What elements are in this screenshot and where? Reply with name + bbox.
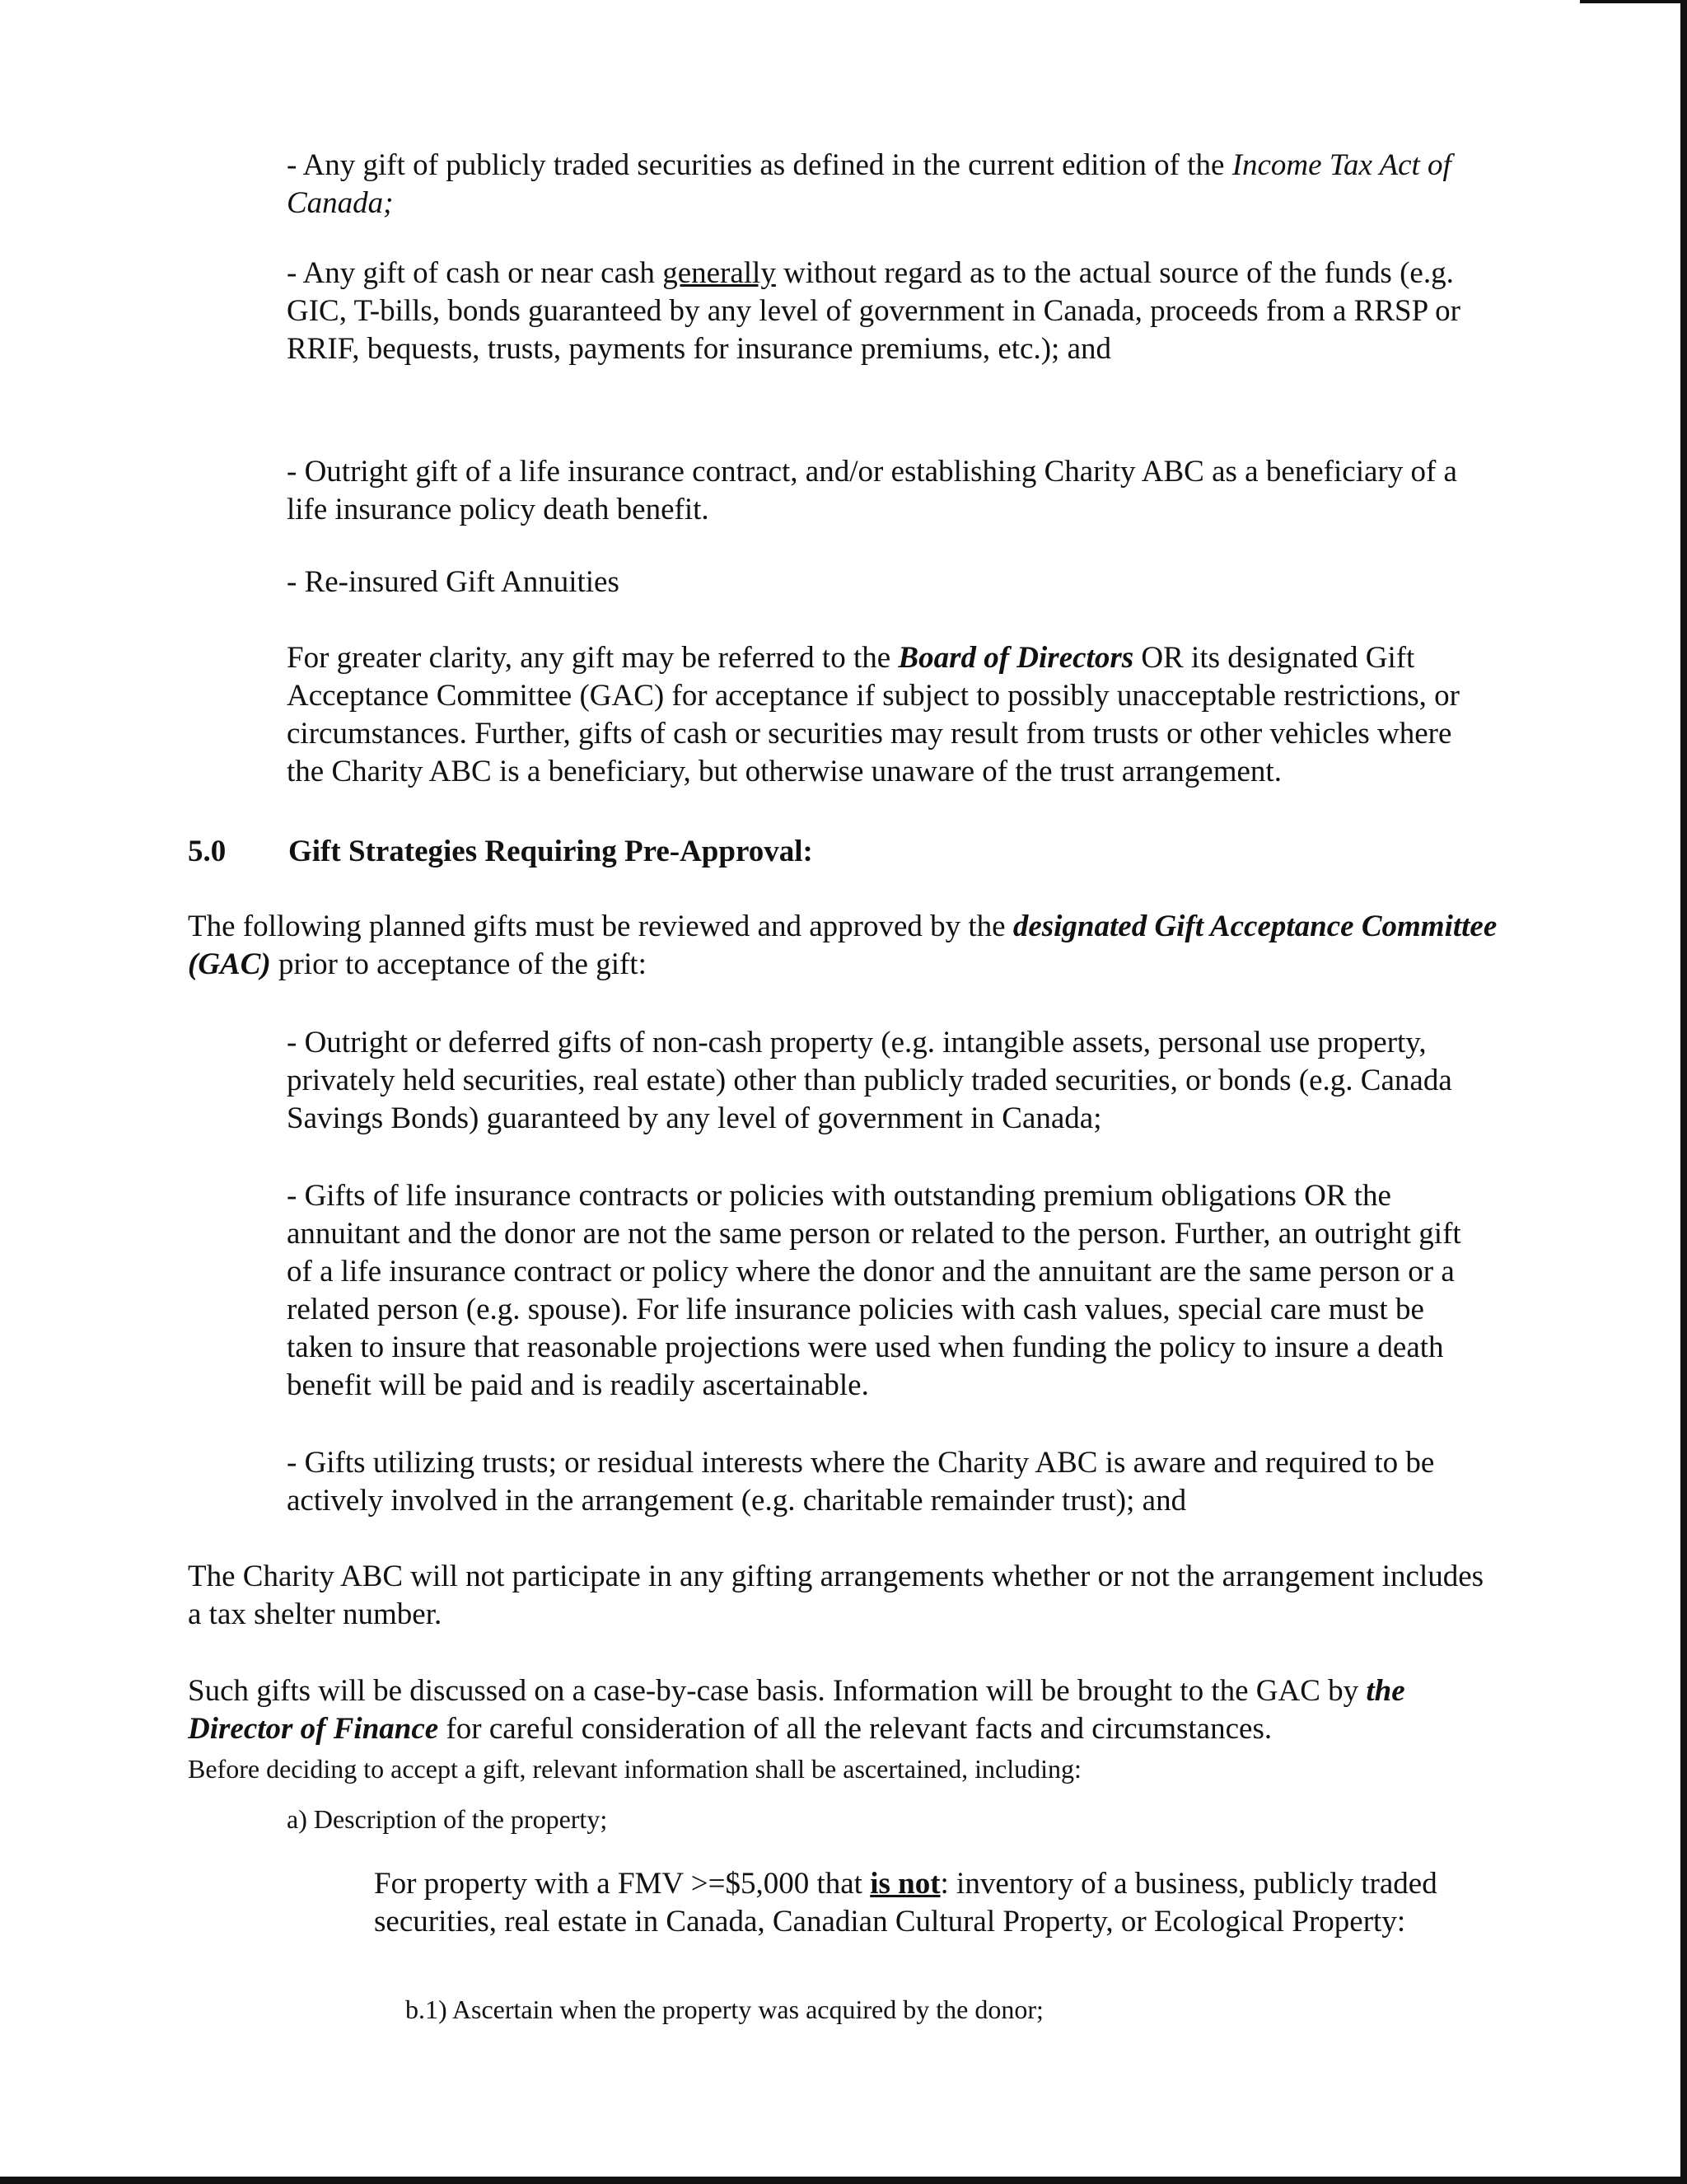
- scan-edge-right: [1680, 0, 1687, 2184]
- scan-edge-bottom: [0, 2177, 1687, 2184]
- section-title: Gift Strategies Requiring Pre-Approval:: [288, 835, 813, 868]
- list-item-a: a) Description of the property;: [287, 1804, 608, 1834]
- paragraph-gifts-utilizing-trusts: - Gifts utilizing trusts; or residual interests where the Charity ABC is aware and required to be actively involved in the arrangement (e.g. charitable remainder trust); and: [287, 1446, 1435, 1518]
- paragraph-life-insurance-gift: - Outright gift of a life insurance contract, and/or establishing Charity ABC as a beneficiary of a life insurance policy death benefit.: [287, 455, 1457, 526]
- paragraph-reinsured-annuities: - Re-insured Gift Annuities: [287, 565, 619, 599]
- paragraph-following-planned-gifts: The following planned gifts must be reviewed and approved by the designated Gift Acceptance Committee (GAC) prior to acceptance of the gift:: [188, 910, 1498, 981]
- paragraph-gifting-arrangements: The Charity ABC will not participate in any gifting arrangements whether or not the arrangement includes a tax shelter number.: [188, 1560, 1484, 1631]
- paragraph-property-fmv: For property with a FMV >=$5,000 that is not: inventory of a business, publicly traded securities, real estate in Canada, Canadian Cultural Property, or Ecological Property:: [374, 1867, 1437, 1938]
- paragraph-non-cash-property: - Outright or deferred gifts of non-cash property (e.g. intangible assets, personal use property, privately held securities, real estate) other than publicly traded securities, or bonds (e.g. Canada Savings Bonds) guaranteed by any level of government in Canada;: [287, 1026, 1452, 1135]
- section-heading: [188, 833, 813, 871]
- paragraph-before-deciding: Before deciding to accept a gift, relevant information shall be ascertained, including:: [188, 1754, 1082, 1784]
- paragraph-cash-gifts: - Any gift of cash or near cash generally without regard as to the actual source of the funds (e.g. GIC, T-bills, bonds guaranteed by any level of government in Canada, proceeds from a RRSP or RRIF, bequests, trusts, payments for insurance premiums, etc.); and: [287, 256, 1460, 366]
- section-number: 5.0: [188, 835, 227, 868]
- list-item-b1: b.1) Ascertain when the property was acquired by the donor;: [405, 1995, 1044, 2024]
- paragraph-greater-clarity: For greater clarity, any gift may be referred to the Board of Directors OR its designated Gift Acceptance Committee (GAC) for acceptance if subject to possibly unacceptable restrictions, or circumstances. Further, gifts of cash or securities may result from trusts or other vehicles where the Charity ABC is a beneficiary, but otherwise unaware of the trust arrangement.: [287, 641, 1460, 788]
- paragraph-publicly-traded-securities: - Any gift of publicly traded securities as defined in the current edition of the Income Tax Act of Canada;: [287, 148, 1451, 220]
- scan-edge-top: [1580, 0, 1687, 3]
- paragraph-life-insurance-contracts: - Gifts of life insurance contracts or policies with outstanding premium obligations OR the annuitant and the donor are not the same person or related to the person. Further, an outright gift of a life insurance contract or policy where the donor and the annuitant are the same person or a related person (e.g. spouse). For life insurance policies with cash values, special care must be taken to insure that reasonable projections were used when funding the policy to insure a death benefit will be paid and is readily ascertainable.: [287, 1179, 1461, 1402]
- paragraph-case-by-case: Such gifts will be discussed on a case-by-case basis. Information will be brought to the GAC by the Director of Finance for careful consideration of all the relevant facts and circumstances.: [188, 1674, 1405, 1746]
